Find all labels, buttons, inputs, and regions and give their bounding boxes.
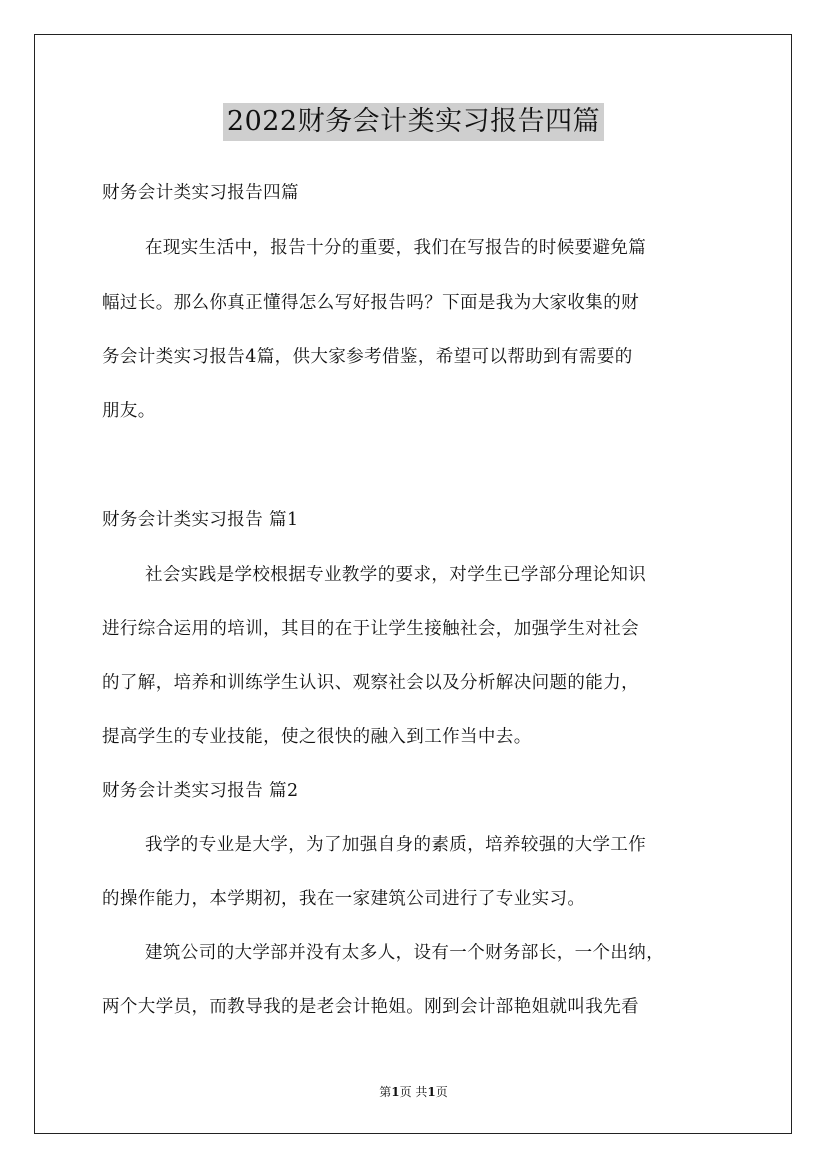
- paragraph-line: 社会实践是学校根据专业教学的要求，对学生已学部分理论知识: [145, 565, 647, 585]
- paragraph-line: 的操作能力，本学期初，我在一家建筑公司进行了专业实习。: [102, 889, 586, 909]
- paragraph-line: 幅过长。那么你真正懂得怎么写好报告吗？下面是我为大家收集的财: [102, 293, 639, 313]
- title-wrapper: [0, 103, 827, 141]
- paragraph-line: 两个大学员，而教导我的是老会计艳姐。刚到会计部艳姐就叫我先看: [102, 997, 639, 1017]
- paragraph-line: 在现实生活中，报告十分的重要，我们在写报告的时候要避免篇: [145, 238, 647, 258]
- paragraph-line: 提高学生的专业技能，使之很快的融入到工作当中去。: [102, 727, 532, 747]
- page-footer: [0, 1084, 827, 1100]
- section-heading-1: 财务会计类实习报告 篇1: [102, 510, 299, 530]
- footer-page-mid: 页 共: [399, 1085, 428, 1099]
- paragraph-line: 朋友。: [102, 401, 156, 421]
- paragraph-line: 建筑公司的大学部并没有太多人，设有一个财务部长，一个出纳，: [145, 943, 665, 963]
- intro-heading: 财务会计类实习报告四篇: [102, 183, 299, 203]
- footer-page-total: 1: [427, 1085, 436, 1099]
- section-heading-2: 财务会计类实习报告 篇2: [102, 781, 299, 801]
- paragraph-line: 的了解，培养和训练学生认识、观察社会以及分析解决问题的能力，: [102, 673, 639, 693]
- footer-page-suffix: 页: [435, 1085, 448, 1099]
- paragraph-line: 务会计类实习报告4篇，供大家参考借鉴，希望可以帮助到有需要的: [102, 347, 633, 367]
- paragraph-line: 我学的专业是大学，为了加强自身的素质，培养较强的大学工作: [145, 835, 647, 855]
- document-title: 2022财务会计类实习报告四篇: [223, 103, 604, 141]
- paragraph-line: 进行综合运用的培训，其目的在于让学生接触社会，加强学生对社会: [102, 619, 639, 639]
- footer-page-number: 1: [391, 1085, 400, 1099]
- footer-page-prefix: 第: [379, 1085, 392, 1099]
